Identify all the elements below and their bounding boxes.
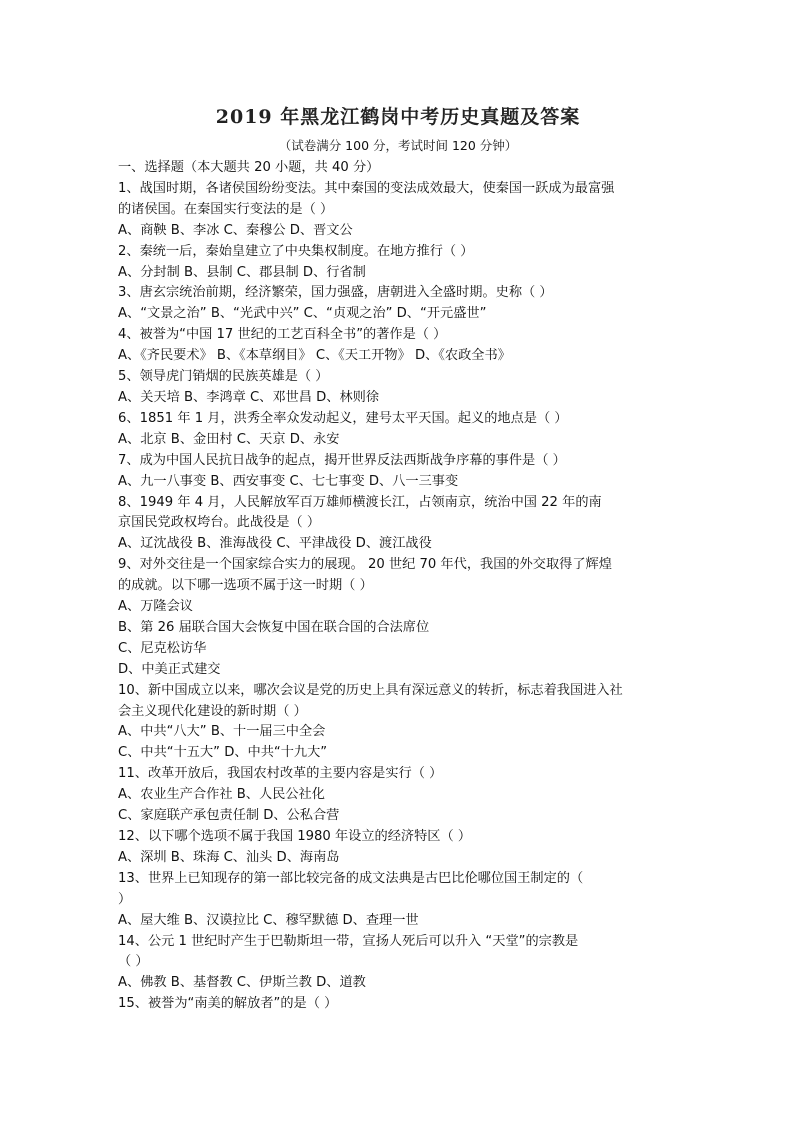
question-line: 14、公元 1 世纪时产生于巴勒斯坦一带，宣扬人死后可以升入 “天堂”的宗教是 (118, 933, 579, 949)
question-line: （ ） (118, 954, 149, 970)
question-line: 京国民党政权垮台。此战役是（ ） (118, 515, 321, 531)
question-list (118, 179, 678, 1015)
question-line: C、尼克松访华 (118, 640, 207, 656)
question-line: A、辽沈战役 B、淮海战役 C、平津战役 D、渡江战役 (118, 536, 432, 552)
question-line: A、关天培 B、李鸿章 C、邓世昌 D、林则徐 (118, 389, 380, 405)
question-line: A、《齐民要术》 B、《本草纲目》 C、《天工开物》 D、《农政全书》 (118, 348, 511, 364)
question-line: 12、以下哪个选项不属于我国 1980 年设立的经济特区（ ） (118, 829, 472, 844)
section-heading: 一、选择题（本大题共 20 小题，共 40 分） (118, 160, 380, 175)
question-line: 3、唐玄宗统治前期，经济繁荣，国力强盛，唐朝进入全盛时期。史称（ ） (118, 285, 553, 301)
question-line: 的成就。以下哪一选项不属于这一时期（ ） (118, 578, 373, 594)
question-line: A、深圳 B、珠海 C、汕头 D、海南岛 (118, 849, 340, 865)
question-line: A、“文景之治” B、“光武中兴” C、“贞观之治” D、“开元盛世” (118, 306, 487, 322)
question-line: 会主义现代化建设的新时期（ ） (118, 703, 307, 719)
question-line: A、商鞅 B、李冰 C、秦穆公 D、晋文公 (118, 222, 353, 238)
question-line: 7、成为中国人民抗日战争的起点，揭开世界反法西斯战争序幕的事件是（ ） (118, 452, 566, 468)
question-line: 5、领导虎门销烟的民族英雄是（ ） (118, 369, 329, 385)
exam-info: （试卷满分 100 分，考试时间 120 分钟） (278, 138, 518, 153)
question-line: ） (118, 891, 132, 907)
question-line: A、屋大维 B、汉谟拉比 C、穆罕默德 D、查理一世 (118, 912, 419, 928)
question-line: A、佛教 B、基督教 C、伊斯兰教 D、道教 (118, 975, 366, 991)
question-line: 8、1949 年 4 月，人民解放军百万雄师横渡长江，占领南京，统治中国 22 年的南 (118, 494, 602, 510)
question-line: D、中美正式建交 (118, 661, 221, 677)
question-line: A、北京 B、金田村 C、天京 D、永安 (118, 431, 340, 447)
question-line: A、万隆会议 (118, 599, 193, 615)
question-line: 10、新中国成立以来，哪次会议是党的历史上具有深远意义的转折，标志着我国进入社 (118, 682, 623, 698)
question-line: 4、被誉为“中国 17 世纪的工艺百科全书”的著作是（ ） (118, 327, 447, 343)
question-line: 2、秦统一后，秦始皇建立了中央集权制度。在地方推行（ ） (118, 243, 474, 259)
question-line: A、中共“八大” B、十一届三中全会 (118, 724, 326, 740)
exam-page (118, 104, 678, 1015)
question-line: A、九一八事变 B、西安事变 C、七七事变 D、八一三事变 (118, 473, 459, 489)
question-line: 15、被誉为“南美的解放者”的是（ ） (118, 996, 338, 1012)
question-line: 6、1851 年 1 月，洪秀全率众发动起义，建号太平天国。起义的地点是（ ） (118, 410, 568, 426)
question-line: C、中共“十五大” D、中共“十九大” (118, 745, 328, 761)
question-line: C、家庭联产承包责任制 D、公私合营 (118, 808, 340, 824)
question-line: A、分封制 B、县制 C、郡县制 D、行省制 (118, 264, 366, 280)
question-line: 13、世界上已知现存的第一部比较完备的成文法典是古巴比伦哪位国王制定的（ (118, 870, 584, 886)
question-line: 1、战国时期，各诸侯国纷纷变法。其中秦国的变法成效最大，使秦国一跃成为最富强 (118, 180, 615, 196)
question-line: 的诸侯国。在秦国实行变法的是（ ） (118, 201, 334, 217)
question-line: B、第 26 届联合国大会恢复中国在联合国的合法席位 (118, 619, 430, 635)
question-line: 9、对外交往是一个国家综合实力的展现。 20 世纪 70 年代，我国的外交取得了辉煌 (118, 557, 612, 573)
document-title: 2019 年黑龙江鹤岗中考历史真题及答案 (215, 106, 581, 128)
question-line: 11、改革开放后，我国农村改革的主要内容是实行（ ） (118, 766, 443, 782)
question-line: A、农业生产合作社 B、人民公社化 (118, 787, 325, 803)
